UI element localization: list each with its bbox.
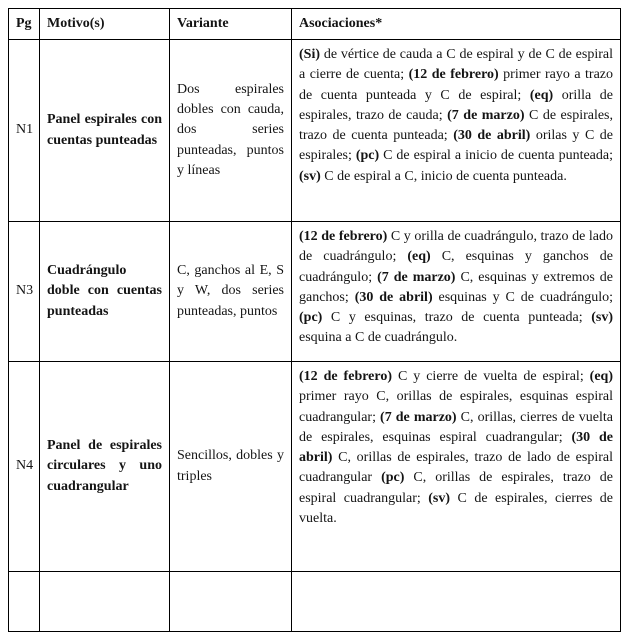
association-text: C y cierre de vuelta de espiral; bbox=[392, 369, 590, 384]
association-text: C de espirales, trazo de cuenta punteada; bbox=[299, 107, 614, 144]
asociaciones-cell-empty bbox=[292, 572, 621, 632]
table-row-partial bbox=[9, 572, 621, 632]
table-row-n4 bbox=[9, 362, 621, 572]
association-text: de vértice de cauda a C de espiral y de C de espiral a cierre de cuenta; bbox=[299, 47, 613, 83]
association-text: C de espirales, cierres de vuelta. bbox=[299, 490, 613, 527]
association-marker: (eq) bbox=[407, 249, 431, 265]
association-marker: (pc) bbox=[381, 470, 405, 486]
header-motivo: Motivo(s) bbox=[40, 9, 170, 40]
association-marker: (Si) bbox=[299, 47, 320, 62]
association-text: C, esquinas y ganchos de cuadrángulo; bbox=[299, 249, 613, 285]
header-pg: Pg bbox=[9, 9, 40, 40]
association-marker: (12 de febrero) bbox=[408, 67, 499, 83]
asociaciones-cell bbox=[292, 40, 621, 222]
association-text: primer rayo C, orillas de espirales, esquinas espiral cuadrangular; bbox=[299, 389, 613, 425]
association-text: C, esquinas y extremos de ganchos; bbox=[299, 269, 613, 305]
motivo-cell: Panel espirales con cuentas punteadas bbox=[40, 40, 170, 222]
variante-cell: Dos espirales dobles con cauda, dos series punteadas, puntos y líneas bbox=[170, 40, 292, 222]
pg-cell: N1 bbox=[9, 40, 40, 222]
association-marker: (30 de abril) bbox=[354, 289, 433, 305]
pg-cell: N3 bbox=[9, 222, 40, 362]
association-marker: (eq) bbox=[529, 87, 554, 103]
association-text: C y orilla de cuadrángulo, trazo de lado de cuadrángulo; bbox=[299, 229, 613, 265]
association-marker: (30 de abril) bbox=[453, 128, 531, 144]
association-marker: (7 de marzo) bbox=[380, 409, 457, 425]
header-variante: Variante bbox=[170, 9, 292, 40]
table-row-n1 bbox=[9, 40, 621, 222]
pg-cell-empty bbox=[9, 572, 40, 632]
association-text: C, orillas, cierres de vuelta de espirales, esquinas espiral cuadrangular; bbox=[299, 409, 613, 445]
association-marker: (12 de febrero) bbox=[299, 369, 393, 384]
association-marker: (30 de abril) bbox=[299, 429, 613, 466]
table-row-n3 bbox=[9, 222, 621, 362]
asociaciones-cell bbox=[292, 222, 621, 362]
association-marker: (sv) bbox=[428, 490, 451, 506]
variante-cell-empty bbox=[170, 572, 292, 632]
association-marker: (pc) bbox=[299, 310, 323, 326]
association-marker: (eq) bbox=[589, 369, 613, 384]
variante-cell: C, ganchos al E, S y W, dos series punteadas, puntos bbox=[170, 222, 292, 362]
association-text: C y esquinas, trazo de cuenta punteada; bbox=[322, 310, 592, 326]
association-marker: (pc) bbox=[355, 148, 380, 164]
association-text: C de espiral a inicio de cuenta punteada; bbox=[379, 148, 613, 164]
association-marker: (7 de marzo) bbox=[447, 107, 525, 123]
motivo-cell-empty bbox=[40, 572, 170, 632]
association-text: C de espiral a C, inicio de cuenta punteada. bbox=[320, 168, 567, 184]
pg-cell: N4 bbox=[9, 362, 40, 572]
association-text: esquinas y C de cuadrángulo; bbox=[432, 289, 613, 305]
table-header-row bbox=[9, 9, 621, 40]
association-text: orilas y C de espirales; bbox=[299, 128, 613, 164]
variante-cell: Sencillos, dobles y triples bbox=[170, 362, 292, 572]
association-marker: (sv) bbox=[299, 168, 321, 184]
association-text: esquina a C de cuadrángulo. bbox=[299, 330, 458, 346]
asociaciones-cell bbox=[292, 362, 621, 572]
association-text: primer rayo a trazo de cuenta punteada y C de espiral; bbox=[299, 67, 613, 103]
association-text: orilla de espirales, trazo de cauda; bbox=[299, 87, 613, 123]
association-text: C, orillas de espirales, trazo de lado de espiral cuadrangular bbox=[299, 450, 613, 486]
association-marker: (12 de febrero) bbox=[299, 229, 388, 244]
association-marker: (7 de marzo) bbox=[377, 269, 456, 285]
motivo-cell: Cuadrángulo doble con cuentas punteadas bbox=[40, 222, 170, 362]
header-asociaciones: Asociaciones* bbox=[292, 9, 621, 40]
association-text: C, orillas de espirales, trazo de espiral cuadrangular; bbox=[299, 470, 614, 506]
motivo-cell: Panel de espirales circulares y uno cuadrangular bbox=[40, 362, 170, 572]
association-marker: (sv) bbox=[591, 310, 613, 326]
associations-table bbox=[8, 8, 621, 632]
